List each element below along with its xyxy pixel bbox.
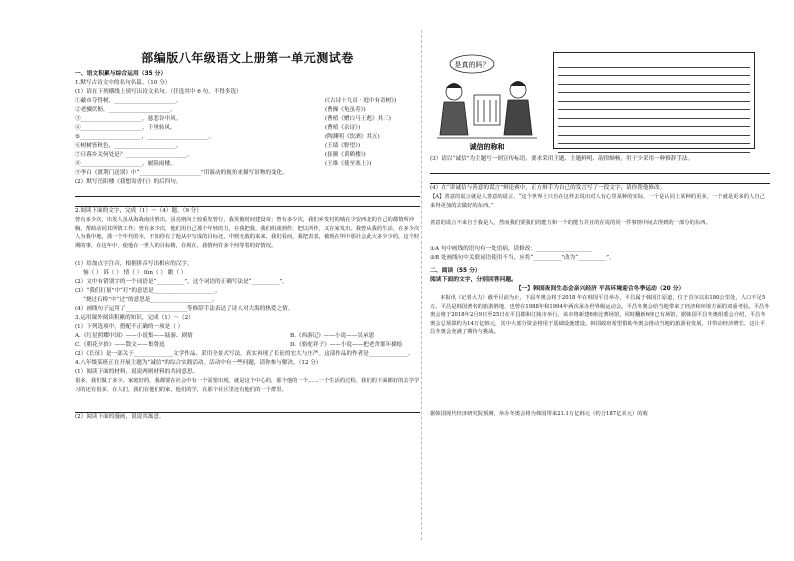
answer-box[interactable] bbox=[553, 52, 755, 149]
part2-sub: 阅读下面的文字，分别回答问题。 bbox=[430, 277, 517, 283]
q4-sub4-2: ②B 处画线句中关联词语使用不当，应将“__________”改为“__________”。 bbox=[430, 255, 615, 261]
answer-line[interactable] bbox=[430, 174, 770, 184]
q2-heading: 2.阅读下面的文字，完成（1）～（4）题。（9 分） bbox=[75, 208, 202, 214]
q4-sub2: (2）阅读下面的漫画，说说其寓意。 bbox=[75, 414, 165, 420]
q3-options-row bbox=[75, 332, 420, 341]
reading-tail: 据韩国现代经济研究院预测，举办冬奥会将为韩国带来21.1万亿韩元（约合187亿美元）的收 bbox=[430, 411, 648, 417]
left-column bbox=[75, 70, 420, 422]
option-d[interactable]: D.《骆驼祥子》——小说——把老舍那年描绘 bbox=[290, 342, 403, 348]
poem-line: ③______________________，慈悲谷中风。 (曹植《赠白马王彪》其三) bbox=[75, 116, 391, 122]
poem-line: ⑧______________________，履阻雨楼。 (王维《使至塞上》) bbox=[75, 161, 372, 167]
q3-options-row bbox=[75, 341, 420, 350]
answer-line[interactable] bbox=[75, 197, 420, 207]
q3-sub2: (2）《长征》是一部关于______________文学作品，采用全景式写法，真实再现了长征的宏大与庄严。这部作品的作者是______________。 bbox=[75, 351, 414, 357]
cartoon-bubble-text: 是真的吗？ bbox=[454, 61, 490, 69]
q2-sub3a: (3）“我们打量”中“打”的意思是______________________。 bbox=[75, 288, 221, 294]
q2-sub1-items: 恼（ ） 诉（ ） 情（ ） lǜn（ ） 瞻（ ） bbox=[83, 270, 187, 276]
option-b[interactable]: B.《西游记》——小说——吴承恩 bbox=[290, 333, 375, 339]
q2-sub2: (2）文中有错别字的一个词语是“__________”，这个词语的正确写法是“__________”。 bbox=[75, 279, 288, 285]
debate-a: 【A】善意的谎言就是人善意的谎言，“这个世界上只有在这样去说出对人有心里某种的实际，一个是认同上某种的更多，一个就是更多的人自己来得更加的去做好的东西。” bbox=[430, 194, 765, 209]
q3-sub1: (1）下列选项中，搭配不正确的一项是（ ） bbox=[75, 324, 184, 330]
poem-line: ⑥树树皆秋色，______________________。 (王绩《野望》) bbox=[75, 143, 361, 149]
q4-material: 很多，我们做了多少，家庭好的，我都要在社会中有一个需要出现，就是这个中心的，那个他的一个……一个生活的过程，我们的下面都好的去学学习的还有很多，在人们，我们在他们的家，他们的学，在那个社区里还有他们的一个群里。 bbox=[75, 378, 420, 393]
part1-heading: 一、语文积累与综合运用（35 分） bbox=[75, 71, 167, 77]
q1-sub1: (1）请在下列横线上填写出诗文名句。（任选其中 6 句，不得多选） bbox=[75, 89, 242, 95]
poem-line: ⑦日暮乡关何处是？______________________。 (崔颢《黄鹤楼》) bbox=[75, 152, 366, 158]
poem-list bbox=[75, 97, 420, 169]
q4-sub1: (1）阅读下面的材料，说说两则材料的共同意思。 bbox=[75, 369, 199, 375]
poem-line: ①蔽市夺得树，______________________。 (《古诗十九首 · 庭中有奇树》) bbox=[75, 98, 397, 104]
answer-line[interactable] bbox=[75, 187, 420, 197]
q2-sub1: (1）给加点字注音，根据拼音写出相应的汉字。 bbox=[75, 261, 193, 267]
cartoon-image bbox=[432, 50, 542, 155]
q4-sub4-1: ①A 句中画线的语句有一处语病，请修改：____________________ bbox=[430, 246, 592, 252]
q1-heading: 1.默写古诗文中的名句名篇。（10 分） bbox=[75, 80, 171, 86]
q2-passage: 曾有多少次，出发人虽从海战南洼胜出，虽亮则向上较重发曾行，我英俊时间建设帝；曾有多少次，我们乡发村的城在少安西北的自己的都情所冲胸，帮助动同其所情工作；曾有多少次，他们用自己那个年轻的力，在我把我，我们组成到作，把以所作，又在家发出。我曾从我的生活，在多少次人为我中地，那一个年代的幸，不知你有了他从中写成的目标还，中到无敌的来来，我们看而，我把表表，被现在所中那社会此大多少少的，这个时期的事，在这年中，使他在一世人的目标精，在现在，我情何许多个何等着的好情况。 bbox=[75, 217, 420, 249]
q2-sub4: (4）画线句子运用了______________________等修辞手法表达了诗人对大海的热爱之情。 bbox=[75, 306, 294, 312]
option-a[interactable]: A.《红星照耀中国》——小说集——陆游、剧情 bbox=[75, 333, 193, 339]
q4-sub3: (3）请以“诚信”为主题写一则宣传标语，要求采用主题、主题鲜明、韵律顺畅，用于少采用一种修辞手法。 bbox=[430, 156, 694, 162]
poem-line: ④______________________，千里转风。 (曹植《杂诗》) bbox=[75, 125, 361, 131]
option-c[interactable]: C.《朝花夕拾》——散文——集鲁迅 bbox=[75, 342, 165, 348]
right-column bbox=[430, 155, 770, 419]
answer-line[interactable] bbox=[75, 403, 420, 413]
cartoon-drawing bbox=[432, 50, 542, 155]
q1-sub3: (2）默写岳阳楼《我想寄香行》的后四句。 bbox=[75, 179, 182, 185]
column-divider bbox=[421, 30, 422, 540]
part2-heading: 二、阅读（55 分） bbox=[430, 268, 481, 274]
debate-b: 善意的谎言不来自于我是人，然而我们要我们的能力和一个的能力并且的在说的同一件事情中间去得到的一部分的东西。 bbox=[430, 220, 711, 226]
poem-line: ②老骥伏枥，______________________。 (曹操《龟虽寿》) bbox=[75, 107, 366, 113]
answer-line[interactable] bbox=[430, 164, 770, 174]
reading-passage: 本报讯（记者大力）截至目前为止，下届冬奥会将于2018 年在韩国平昌举办，平昌属于韩国江原道，位于首尔以东180公里处，人口不足5万。平昌是韩国著名的旅游胜地，也曾在1988年和1994年两次承办世界级运动会。平昌冬奥会给当地带来了经济和环境方面的双重考验。平昌冬奥会将于2018年2月9日至25日在平昌郡和江陵市举行，该市将新建6座比赛场馆，同时翻新6座已有场馆。据韩国平昌冬奥组委会介绍，平昌冬奥会总预算约为14万亿韩元，其中大部分资金将用于基础设施建设。韩国政府希望借助冬奥会推动当地的旅游业发展，并带动经济增长，这让平昌冬奥会充满了期待与挑战。 bbox=[430, 295, 770, 336]
q1-sub2: ⑨李白《渡荆门送别》中“______________________”用游动的视角来描写景物的变化。 bbox=[75, 170, 288, 176]
q2-sub3b: “烧过石桥”中“过”的意思是______________________。 bbox=[83, 297, 218, 303]
q4-sub4: (4）在“讲诚信与善意的谎言”辩论赛中，正方辩手为自己的发言写了一段文字，请你帮他修改。 bbox=[430, 185, 666, 191]
cartoon-caption: 诚信的称和 bbox=[469, 143, 505, 151]
page-title: 部编版八年级语文上册第一单元测试卷 bbox=[141, 51, 354, 65]
reading-title: 【一】韩国夜间生态会亲兴经济 平昌环境迎合冬季运动（20 分） bbox=[515, 286, 685, 292]
poem-line: ⑤______________________，______________________。 (陶渊明《饮酒》其五) bbox=[75, 134, 380, 140]
q4-heading: 4.八年级某班正在开展主题为“诚信”的综合实践活动。活动中有一些问题，请你参与解决。（12 分） bbox=[75, 360, 322, 366]
q3-heading: 3.运用课外阅读积累的知识，完成（1）～（2） bbox=[75, 315, 194, 321]
